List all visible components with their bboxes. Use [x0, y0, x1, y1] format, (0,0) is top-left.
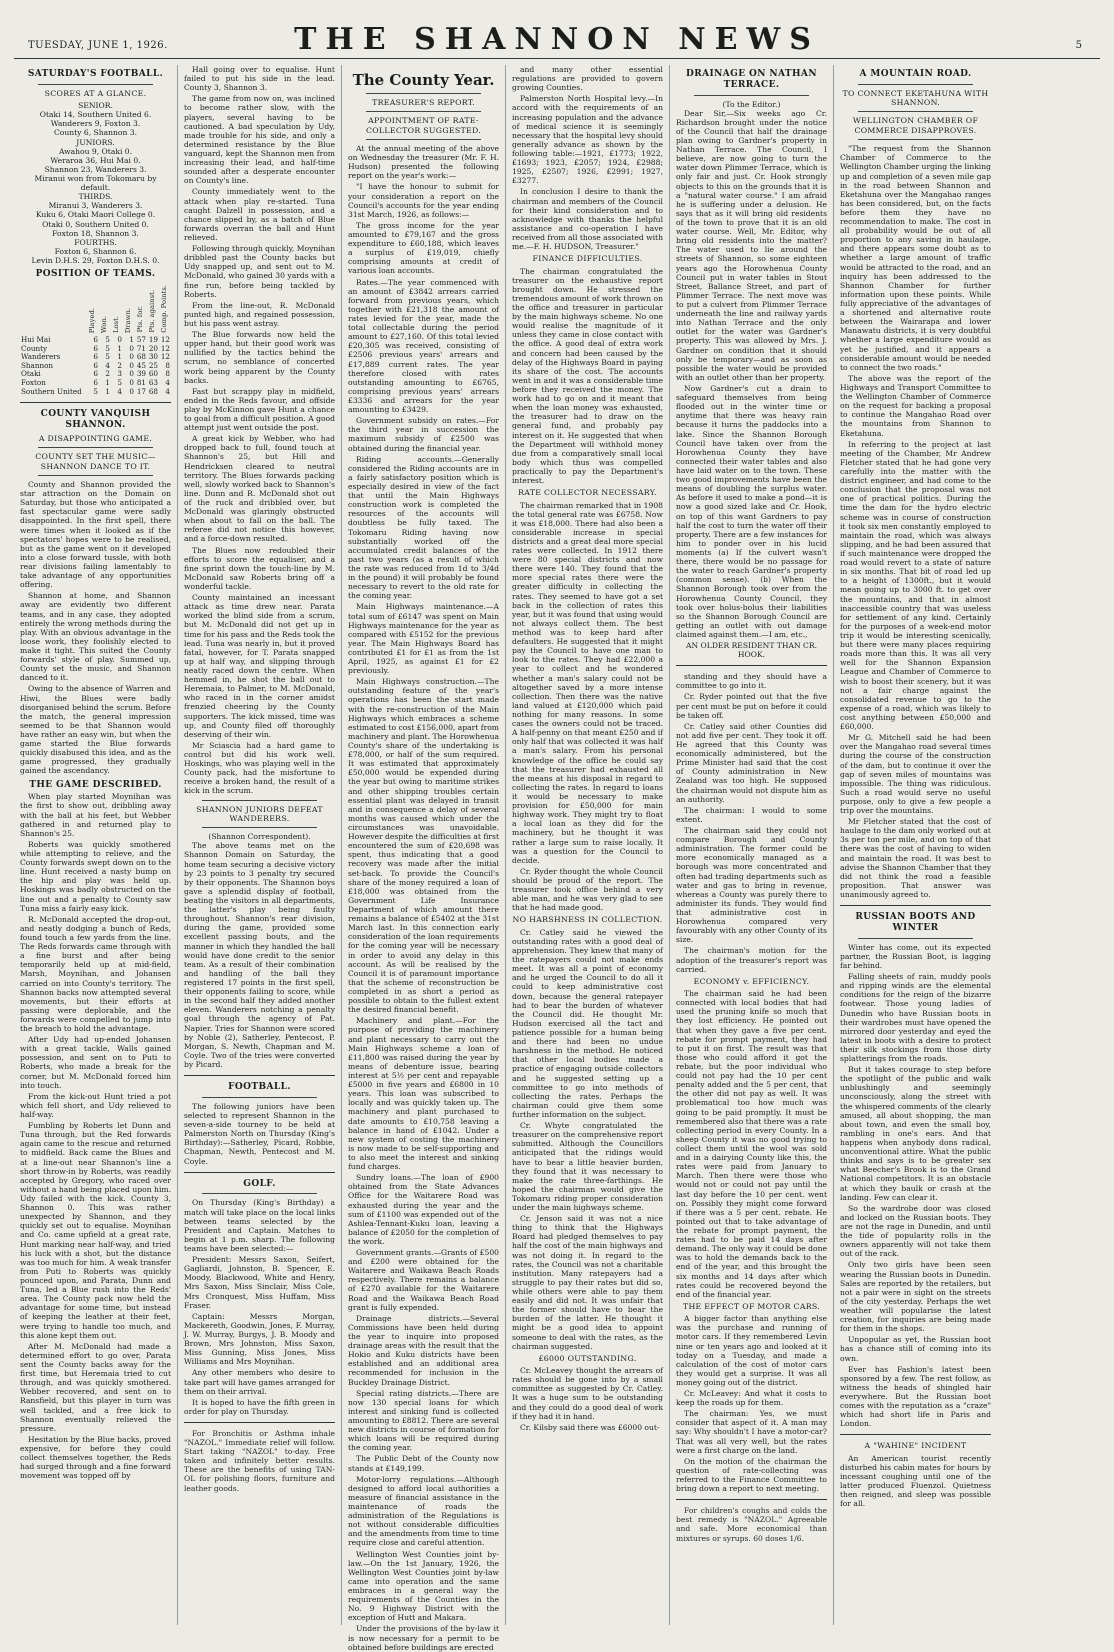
paragraph: and many other essential regulations are provided to govern growing Counties. [512, 65, 663, 93]
paragraph: "The request from the Shannon Chamber of Commerce to the Wellington Chamber urging the linking up and completion of a seven mile gap in the road between Shannon and Eketahuna over the Mangahao ranges has been considered, but, on the facts before them they have no recommendation to make. The cost in all probability would be out of all proportion to any saving in haulage, and there appears some doubt as to whether a large amount of traffic would be attracted to the road, and an inquiry has been addressed to the Shannon Chamber for further information upon these points. While fully appreciative of the advantages of a shortened and alternative route between the Wairarapa and lower Manawatu districts, it is very doubtful whether a large expenditure would as yet be justified, and it appears a considerable amount would be needed to connect the two roads." [840, 144, 991, 372]
stat-cell: 4 [105, 360, 110, 370]
paragraph: On the motion of the chairman the question of rate-collecting was referred to the Finance Committee to bring down a report to next meeting. [676, 1456, 827, 1494]
paragraph: Hall going over to equalise. Hunt failed to put his side in the lead. County 3, Shannon 3. [184, 65, 335, 93]
paragraph: Fumbling by Roberts let Dunn and Tuna through, but the Red forwards again came to the rescue and returned to midfield. Back came the Blues and at a line-out near Shannon's line a short throw-in by Roberts, was readily accepted by Gregory, who raced over without a hand being placed upon him. Udy failed with the kick. County 3, Shannon 0. This was rather unexpected by Shannon, and they quickly set out to equalise. Moynihan and Co. came upfield at a great rate, Hunt marking near half-way, and tried his luck with a shot, but the distance was too much for him. A weak transfer from Puti to Roberts was quickly pounced upon, and Parata, Dunn and Tuna, led a Blue rush into the Reds' area. The County pack now held the advantage for some time, but instead of keeping the leather at their feet, were trying to handle too much, and this alone kept them out. [20, 1121, 171, 1340]
paragraph: County and Shannon provided the star attraction on the Domain on Saturday, but those who anticipated a fast spectacular game were sadly disappointed. In the first spell, there were times when it looked as if the spectators' hopes were to be realised, but as the game went on it developed into a close forward tussle, with both rear divisions failing lamentably to take advantage of any opportunities offering. [20, 480, 171, 590]
paragraph: Cr. Catley said he viewed the outstanding rates with a good deal of apprehension. They knew that many of the ratepayers could not make ends meet. It was all a point of economy and he urged the Council to do all it could to keep administrative cost down, because the general ratepayer had to bear the burden of whatever the Council did. He thought Mr. Hudson exercised all the tact and patience possible for a human being and there had been no undue harshness in the method. He noticed that other local bodies made a practice of engaging outside collectors and he suggested setting up a committee to go into methods of collecting the rates. Perhaps the chairman could give them some further information on the subject. [512, 927, 663, 1119]
col-header: Won. [100, 315, 108, 333]
stat-cell: 5 [105, 352, 110, 362]
paragraph: Cr. Whyte congratulated the treasurer on the comprehensive report submitted. Although the Councillors anticipated that the ridings would have to bear a little heavier burden, they found that it was necessary to make the rate three-farthings. He hoped the chairman would give the Tokomaru riding proper consideration under the main highways scheme. [512, 1121, 663, 1213]
paragraph: Hesitation by the Blue backs, proved expensive, for before they could collect themselves together, the Reds had surged through and a fine forward movement was topped off by [20, 1434, 171, 1481]
motor-heading: THE EFFECT OF MOTOR CARS. [682, 1301, 821, 1311]
stat-cell: 0 [129, 360, 134, 370]
paragraph: Motor-lorry regulations.—Although designed to afford local authorities a measure of financial assistance in the maintenance of roads the administration of the Regulations is not without considerable difficulties and the amendments from time to time require close and careful attention. [348, 1474, 499, 1548]
stat-cell: 0 [129, 343, 134, 353]
paragraph: Unpopular as yet, the Russian boot has a chance still of coming into its own. [840, 1335, 991, 1363]
letter-signoff: AN OLDER RESIDENT THAN CR. HOOK. [686, 641, 817, 660]
stat-cell: 6 [93, 334, 98, 344]
stat-cell: 81 [136, 378, 146, 388]
outstanding-heading: £6000 OUTSTANDING. [538, 1353, 637, 1363]
stat-cell: 0 [117, 334, 122, 344]
team-name: Otaki [21, 369, 41, 379]
thirds-label: THIRDS. [78, 192, 113, 202]
paragraph: Mr Sciascia had a hard game to control but did his work well. Hoskings, who was playing well in the County pack, had the misfortune to receive a broken hand, the result of a kick in the scrum. [184, 740, 335, 796]
score-line: Foxton 18, Shannon 3. [52, 228, 139, 238]
stat-cell: 4 [165, 386, 170, 396]
stat-cell: 17 [136, 386, 146, 396]
paragraph: The following juniors have been selected to represent Shannon in the seven-a-side tourney to be held at Palmerston North on Thursday (King's Birthday):—Satherley, Picard, Robbie, Chapman, Newth, Pentecost and M. Coyle. [184, 1101, 335, 1166]
score-line: Miranui won from Tokomaru by default. [34, 174, 157, 193]
stat-cell: 1 [105, 378, 110, 388]
column-4 [505, 65, 663, 1625]
paragraph: It is hoped to have the fifth green in order for play on Thursday. [184, 1397, 335, 1416]
paragraph: Ever has Fashion's latest been sponsored by a few. The rest follow, as witness the heads of shingled hair everywhere. But the Russian boot comes with the reputation as a "craze" which had short life in Paris and London. [840, 1364, 991, 1429]
russian-boots-heading: RUSSIAN BOOTS AND WINTER [855, 912, 976, 933]
col-header: Comp. Points. [160, 285, 168, 333]
paragraph: Rates.—The year commenced with an amount of £3842 arrears carried forward from previous years, which together with £21,318 the amount of rates levied for the year, made the total collectable during the period amount to £27,160. Of this total levied £20,305 was received, consisting of £2506 previous years' arrears and £17,889 current rates. The year therefore closed with rates outstanding amounting to £6765, comprising previous years' arrears £3336 and arrears for the year amounting to £3429. [348, 277, 499, 415]
juniors-label: JUNIORS. [76, 137, 115, 147]
column-3 [341, 65, 499, 1652]
stat-cell: 20 [148, 343, 158, 353]
stat-cell: 5 [105, 334, 110, 344]
paragraph: In referring to the project at last meeting of the Chamber, Mr Andrew Fletcher stated that he had gone very carefully into the matter with the district engineer, and had come to the conclusion that the proposal was not one of practical politics. During the time the dam for the hydro electric scheme was in course of construction it took six men constantly employed to maintain the road, which was always slipping, and he had been assured that if such maintenance were dropped the road would revert to a state of nature in six months. That bit of road led up to a height of 1300ft., but it would mean going up to 3000 ft. to get over the mountains, and that in almost inaccessible country that was useless for settlement of any kind. Certainly for the purposes of a week-end motor trip it would be interesting scenically, but there were many places requiring roads more than this. It was all very well for the Shannon Expansion League and Chamber of Commerce to wish to boost their scenery, but it was not a fair charge against the consolidated revenue to go to the expense of a road, which was likely to cost anything between £50,000 and £60,000. [840, 439, 991, 732]
paragraph: The Blue forwards now held the upper hand, but their good work was nullified by the tactics behind the scrum, no semblance of concerted work being apparent by the County backs. [184, 330, 335, 385]
paragraph: The chairman: Yes, we must consider that aspect of it. A man may say: Why shouldn't I have a motor-car? That was all very well, but the rates were a first charge on the land. [676, 1409, 827, 1455]
team-name: Shannon [21, 360, 54, 370]
stat-cell: 0 [129, 369, 134, 379]
paragraph: President: Messrs Saxon, Seifert, Gagliardi, Johnston, B. Spencer, E. Moody, Blackwood, White and Henry, Mrs Saxon, Miss Sinclair, Miss Cole, Mrs Cronquest, Miss Huffam, Miss Fraser. [184, 1255, 335, 1310]
juniors-heading: SHANNON JUNIORS DEFEAT WANDERERS. [196, 804, 323, 823]
paragraph: Palmerston North Hospital levy.—In accord with the requirements of an increasing population and the advance of medical science it is seemingly necessary that the hospital levy should generally advance as shown by the following table:—1921, £1773; 1922, £1693; 1923, £2057; 1924, £2988; 1925, £2507; 1926, £2991; 1927, £3277. [512, 94, 663, 186]
stat-cell: 6 [93, 369, 98, 379]
story-sub1: A DISAPPOINTING GAME. [38, 433, 153, 443]
stat-cell: 12 [160, 352, 170, 362]
stat-cell: 5 [105, 343, 110, 353]
columns [14, 65, 1100, 1652]
paragraph: Machinery and plant.—For the purpose of providing the machinery and plant necessary to carry out the Main Highways scheme a loan of £11,800 was raised during the year by means of debenture issue, bearing interest at 5½ per cent and repayable £5000 in five years and £6800 in 10 years. This loan was subscribed to locally and was quickly taken up. The machinery and plant purchased to date amounts to £10,758 leaving a balance in hand of £1042. Under a new system of costing the machinery is now made to be self-supporting and to also meet the interest and sinking fund charges. [348, 1016, 499, 1172]
paragraph: The Public Debt of the County now stands at £149,199. [348, 1454, 499, 1473]
score-line: Kuku 6, Otaki Maori College 0. [35, 210, 156, 220]
paragraph: In conclusion I desire to thank the chairman and members of the Council for their kind consideration and to acknowledge with thanks the helpful assistance and co-operation I have received from all those associated with me.—F. H. HUDSON, Treasurer." [512, 187, 663, 252]
stat-cell: 6 [93, 360, 98, 370]
paragraph: Owing to the absence of Warren and Hiwi, the Blues were badly disorganised behind the scrum. Before the match, the general impression seemed to be that Shannon would have rather an easy win, but when the game started the Blue forwards quickly disabused this idea, and as the game progressed, they gradually gained the ascendancy. [20, 684, 171, 776]
stat-cell: 12 [160, 334, 170, 344]
score-line: Wanderers 9, Foxton 3. [50, 119, 141, 129]
paragraph: But it takes courage to step before the spotlight of the public and walk unblushingly and seemingly unconsciously, along the street with the whispered comments of the clearly amused, all about shopping, the man about town, and even the small boy, rambling in one's ears. And that happens when anybody dons radical, unconventional attire. What the public thinks and says is to be greater sex what Beecher's Brook is to the Grand National competitors. It is an obstacle at which they baulk or crash at the landing. Few can clear it. [840, 1065, 991, 1202]
column-2 [177, 65, 335, 1625]
paragraph: Mr G. Mitchell said he had been over the Mangahao road several times during the course of the construction of the dam, but to continue it over the gap of seven miles of mountains was impossible. The thing was ridiculous. Such a road would serve no useful purpose, only to give a few people a trip over the mountains. [840, 733, 991, 816]
stat-cell: 5 [93, 386, 98, 396]
paragraph: The chairman said they could not compare Borough and County administration. The former could be more economically managed as a borough was more concentrated and often had trading departments such as water and gas to bring in revenue, whereas a County was purely there to administer its funds. They would find that administrative cost in Horowhenua compared very favourably with any other County of its size. [676, 826, 827, 945]
paragraph: Wellington West Counties joint by-law.—On the 1st January, 1926, the Wellington West Counties joint by-law came into operation and the same embraces in a general way the requirements of the Counties in the No. 9 Highway District with the exception of Hutt and Makara. [348, 1549, 499, 1623]
paragraph: Cr. Kilsby said there was £6000 out- [520, 1422, 660, 1432]
rate-collector-heading: RATE COLLECTOR NECESSARY. [518, 488, 657, 498]
stat-cell: 8 [165, 369, 170, 379]
stat-cell: 0 [129, 386, 134, 396]
stat-cell: 71 [136, 343, 146, 353]
team-name: Wanderers [21, 352, 61, 362]
drainage-heading: DRAINAGE ON NATHAN TERRACE. [686, 69, 817, 90]
paragraph: At the annual meeting of the above on Wednesday the treasurer (Mr. F. H. Hudson) presented the following report on the year's work:— [348, 144, 499, 181]
stat-cell: 4 [165, 378, 170, 388]
paragraph: Roberts was quickly smothered while attempting to relieve, and the County forwards swept down on to the line. Hunt received a nasty bump on the hip and play was held up. Hoskings was badly obstructed on the line out and a penalty to County saw Tuna miss a fairly easy kick. [20, 839, 171, 913]
mountain-road-heading: A MOUNTAIN ROAD. [859, 69, 972, 79]
paragraph: Sundry loans.—The loan of £900 obtained from the State Advances Office for the Waitarere Road was exhausted during the year and the sum of £1100 was expended out of the Ashlea-Tennant-Kuku loan, leaving a balance of £2050 for the completion of the work. [348, 1173, 499, 1246]
position-row [20, 388, 171, 397]
stat-cell: 4 [117, 386, 122, 396]
score-line: Otaki 0, Southern United 0. [42, 219, 149, 229]
paragraph: From the line-out, R. McDonald punted high, and regained possession, but his pass went astray. [184, 300, 335, 328]
paragraph: The chairman said he had been connected with local bodies that had used the pruning knife so much that they lost efficiency. He pointed out that when they gave a five per cent. rebate for prompt payment, they had to put it on first. The result was that those who could afford it got the rebate, but the poor individual who could not pay had the 10 per cent penalty added and the 5 per cent, that the other did not pay as well. It was problematical too how much was going to be paid promptly. It must be remembered also that there was a rate collecting period in every County. In a sheep County it was no good trying to collect them until the wool was sold and in a dairying County like this, the rates were paid from January to March. Then there were those who would not or could not pay until the last day before the 10 per cent. went on. Possibly they might come forward if there was a 5 per cent. rebate. He pointed out that to take advantage of the rebate for prompt payment, the rates had to be paid 14 days after demand. The only way it could be done was to hold the demands back to the end of the year, and this brought the six months and 14 days after which rates could be recovered beyond the end of the financial year. [676, 989, 827, 1299]
paragraph: The chairman congratulated the treasurer on the exhaustive report brought down. He stressed the tremendous amount of work thrown on the office and treasurer in particular by the main highways scheme. No one would realise the magnitude of it unless they came in close contact with the office. A good deal of extra work and concern had been caused by the delay of the Highways Board in paying its share of the cost. The accounts went in and it was a considerable time before they received the money. The work had to go on and it meant that when the loan money was exhausted, the treasurer had to draw on the general fund, and probably pay interest on it. He suggested that when the Department will withhold money due from a comparatively small local body which thus was compelled practically to pay the Department's interest. [512, 266, 663, 486]
fourths-label: FOURTHS. [74, 237, 117, 247]
paragraph: Cr. Catley said other Counties did not add five per cent. They took it off. He agreed that this County was economically administered, but the Prime Minister had said that the cost of County administration in New Zealand was too high. He supposed the chairman would not dispute him as an authority. [676, 721, 827, 804]
stat-cell: 2 [117, 360, 122, 370]
treasurer-subheading: TREASURER'S REPORT. [372, 98, 475, 107]
stat-cell: 2 [105, 369, 110, 379]
paragraph: A great kick by Webber, who had dropped back to full, found touch at Shannon's 25, but Hill and Hendricksen cleared to neutral territory. The Blues forwards packing well, slowly worked back to Shannon's line. Dunn and R. McDonald shot out of the ruck and dribbled over, but McDonald was glaringly obstructed when about to fall on the ball. The referee did not notice this however, and a force-down resulted. [184, 434, 335, 544]
paragraph: The above was the report of the Highways and Transport Committee to the Wellington Chamber of Commerce on the request for backing a proposal to continue the Mangahao Road over the mountains from Shannon to Eketahuna. [840, 373, 991, 438]
mountain-road-sub2: WELLINGTON CHAMBER OF COMMERCE DISAPPROVES. [852, 116, 979, 135]
col-header: Lost. [112, 315, 120, 333]
position-table-body [20, 336, 171, 396]
paragraph: A bigger factor than anything else was the purchase and running of motor cars. If they remembered Levin nine or ten years ago and looked at it today on a Tuesday, and made a calculation of the cost of motor cars they would get a surprise. It was all money going out of the district. [676, 1314, 827, 1387]
score-line: Miranui 3, Wanderers 3. [48, 201, 143, 211]
position-table [20, 282, 171, 396]
paragraph: An American tourist recently disturbed his cabin mates for hours by incessant coughing until one of the latter produced Fluenzol. Quietness then reigned, and sleep was possible for all. [840, 1453, 991, 1509]
stat-cell: 68 [136, 352, 146, 362]
issue-date: TUESDAY, JUNE 1, 1926. [28, 40, 168, 51]
column-6 [833, 65, 991, 1625]
col-header: Pts. against. [148, 290, 156, 333]
paragraph: standing and they should have a committee to go into it. [676, 672, 827, 691]
rate-collector-subheading: APPOINTMENT OF RATE-COLLECTOR SUGGESTED. [365, 116, 482, 135]
correspondent: (Shannon Correspondent). [208, 832, 311, 842]
paragraph: County immediately went to the attack when play re-started. Tuna caught Dalzell in possession, and a chance slipped by, as a batch of Blue forwards overran the ball and Hunt relieved. [184, 187, 335, 242]
col-header: Played. [88, 307, 96, 333]
paragraph: The gross income for the year amounted to £79,167 and the gross expenditure to £60,188, which leaves a surplus of £19,019, chiefly comprising amounts at credit of various loan accounts. [348, 220, 499, 276]
score-line: Otaki 14, Southern United 6. [39, 110, 152, 120]
stat-cell: 68 [148, 386, 158, 396]
stat-cell: 1 [117, 343, 122, 353]
paragraph: Following through quickly, Moynihan dribbled past the County backs but Udy snapped up, and sent out to M. McDonald, who gained 30 yards with a fine run, before being tackled by Roberts. [184, 244, 335, 299]
stat-cell: 8 [165, 360, 170, 370]
score-line: Awahou 9, Otaki 0. [58, 146, 133, 156]
score-line: Foxton 6, Shannon 6. [54, 246, 137, 256]
game-heading: THE GAME DESCRIBED. [29, 779, 162, 790]
economy-heading: ECONOMY v. EFFICIENCY. [693, 976, 810, 986]
paragraph: Now Gardner's cut a drain to safeguard themselves from being flooded out in the winter time or anytime that there was heavy rain because it turns the paddocks into a lake. Since the Shannon Borough Council have taken over from the Horowhenua County they have connected their water tables and also have laid water on to the town. These two good improvements have been the means of doubling the surplus water. As before it used to make a pond—it is now a good sized lake and Cr. Hook, on top of this want Gardners to pay half the cost to turn the water off their property. There are a few instances for him to ponder over in his lucid moments (a) If the culvert wasn't there, there would be no passage for the water to reach Gardner's property (common sense). (b) When the Shannon Borough took over from the Horowhenua County Council, they took over holus-bolus their liabilities so the Shannon Borough Council are getting an outlet with out damage claimed against them.—I am, etc., [676, 383, 827, 639]
paragraph: The chairman: I would to some extent. [676, 805, 827, 824]
paragraph: Mr Fletcher stated that the cost of haulage to the dam only worked out at 3s per ton per mile, and on top of that there was the cost of having to widen and maintain the road. It was best to advise the Shannon Chamber that they did not think the road a feasible proposition. That answer was unanimously agreed to. [840, 817, 991, 900]
position-table-header [20, 282, 171, 336]
county-year-heading: The County Year. [352, 71, 495, 89]
stat-cell: 3 [117, 369, 122, 379]
harshness-heading: NO HARSHNESS IN COLLECTION. [512, 915, 663, 925]
stat-cell: 0 [129, 352, 134, 362]
stat-cell: 25 [148, 360, 158, 370]
team-name: Foxton [21, 378, 46, 388]
stat-cell: 60 [148, 369, 158, 379]
stat-cell: 5 [117, 378, 122, 388]
stat-cell: 45 [136, 360, 146, 370]
team-name: County [21, 343, 48, 353]
score-line: Weraroa 36, Hui Mai 0. [50, 155, 141, 165]
page-number: 5 [1075, 40, 1082, 51]
paragraph: After M. McDonald had made a determined effort to go over, Parata sent the County backs away for the first time, but Heremaia tried to cut through, and was quickly smothered. Webber recovered, and sent on to Ransfield, but this player in turn was well tackled, and a free kick to Shannon eventually relieved the pressure. [20, 1341, 171, 1433]
paragraph: "I have the honour to submit for your consideration a report on the Council's accounts for the year ending 31st March, 1926, as follows:— [348, 182, 499, 219]
stat-cell: 1 [105, 386, 110, 396]
score-line: Shannon 23, Wanderers 3. [44, 164, 147, 174]
team-name: Southern United [21, 386, 82, 396]
paragraph: Cr. McLeavey: And what it costs to keep the roads up for them. [676, 1389, 827, 1408]
golf-heading: GOLF. [243, 1178, 276, 1189]
col-header: Drawn. [124, 307, 132, 333]
finance-heading: FINANCE DIFFICULTIES. [532, 254, 643, 264]
scores-subheading: SCORES AT A GLANCE. [44, 88, 147, 98]
paragraph: Government subsidy on rates.—For the third year in succession the maximum subsidy of £2500 was obtained during the financial year. [348, 416, 499, 453]
stat-cell: 1 [117, 352, 122, 362]
paragraph: Main Highways maintenance.—A total sum of £6147 was spent on Main Highways maintenance for the year as compared with £5152 for the previous year. The Main Highways Board has contributed £1 for £1 as from the 1st April, 1925, as against £1 for £2 previously. [348, 602, 499, 676]
stat-cell: 6 [93, 378, 98, 388]
stat-cell: 6 [93, 343, 98, 353]
paragraph: Government grants.—Grants of £500 and £200 were obtained for the Waitarere and Waikawa Beach Roads respectively. There remains a balance of £270 available for the Waitarere Road and the Waikawa Beach Road grant is fully expended. [348, 1248, 499, 1312]
stat-cell: 1 [129, 334, 134, 344]
wahine-heading: A "WAHINE" INCIDENT [864, 1441, 967, 1451]
scores-list [20, 101, 171, 265]
score-line: County 6, Shannon 3. [53, 128, 138, 138]
paragraph: Main Highways construction.—The outstanding feature of the year's operations has been the start made with the re-construction of the Main Highways which embraces a scheme estimated to cost £156,000, apart from machinery and plant. The Horowhenua County's share of the undertaking is £78,000, or half of the sum required. It was estimated that approximately £50,000 would be expended during the year but owing to maritime strikes and other shipping troubles certain essential plant was delayed in transit and in consequence a delay of several months was caused which under the circumstances was unavoidable. However despite the difficulties at first encountered the sum of £20,698 was spent, thus indicating that a good recovery was made after the initial set-back. To provide the Council's share of the money required a loan of £18,000 was obtained from the Government Life Insurance Department of which amount there remains a balance of £5402 at the 31st March last. In this connection early consideration of the loan requirements for the coming year will be necessary in order to avoid any delay in this account. As will be realised by the Council it is of paramount importance that the scheme of reconstruction be completed in as short a period as possible to obtain to the fullest extent the desired financial benefit. [348, 677, 499, 1015]
position-heading: POSITION OF TEAMS. [35, 269, 156, 280]
football-section-heading: FOOTBALL. [228, 1082, 291, 1093]
advertisement: For Bronchitis or Asthma inhale "NAZOL." Immediate relief will follow. Start taking "NAZOL" to-day. Free taken and infinitely better results. These are the benefits of using TAN-OL for polishing floors, furniture and leather goods. [184, 1428, 335, 1493]
paragraph: The game from now on, was inclined to become rather slow, with the players, several having to be cautioned. A bad speculation by Udy, made trouble for his side, and only a determined resistance by the Blue vanguard, kept the Shannon men from increasing their lead, and half-time sounded after a desperate encounter on County's line. [184, 94, 335, 186]
paragraph: The Blues now redoubled their efforts to score the equaliser, and a fine sprint down the touch-line by M. McDonald saw Roberts bring off a wonderful tackle. [184, 545, 335, 592]
paragraph: Winter has come, out its expected partner, the Russian Boot, is lagging far behind. [840, 942, 991, 970]
paragraph: County maintained an incessant attack as time drew near. Parata worked the blind side from a scrum, but M. McDonald did not get up in time for his pass and the Reds took the lead. Tuna was nearly in, but it proved fatal, however, for T. Parata snapped up at half way, and slipping through neatly raced down the centre. When hemmed in, he shot the ball out to Heremaia, to Palmer, to M. McDonald, who raced in in the corner amidst frenzied cheering by the County supporters. The kick missed, time was up, and County filed off thoroughly deserving of their win. [184, 593, 335, 739]
stat-cell: 6 [93, 352, 98, 362]
paragraph: Special rating districts.—There are now 130 special loans for which interest and sinking fund is collected amounting to £8812. There are several new districts in course of formation for which loans will be required during the coming year. [348, 1388, 499, 1453]
column-5 [669, 65, 827, 1625]
paragraph: On Thursday (King's Birthday) a match will take place on the local links between teams selected by the President and Captain. Matches to begin at 1 p.m. sharp. The following teams have been selected:— [184, 1198, 335, 1253]
paragraph: Only two girls have been seen wearing the Russian boots in Dunedin. Sales are reported by the retailers, but not a pair were in sight on the streets of the city yesterday. Perhaps the wet weather will popularise the latest creation, for inquiries are being made for them in the shops. [840, 1260, 991, 1334]
to-editor: (To the Editor.) [722, 99, 781, 109]
paragraph: So the wardrobe door was closed and locked on the Russian boots. They are not the rage in Dunedin, and until the tide of popularity rolls in the owners apparently will not take them out of the rack. [840, 1203, 991, 1259]
paragraph: After Udy had up-ended Johansen with a great tackle, Walls gained possession, and sent on to Puti to Roberts, who made a break for the corner, but M. McDonald forced him into touch. [20, 1035, 171, 1090]
paragraph: Falling sheets of rain, muddy pools and ripping winds are the elemental conditions for the reign of the bizarre footwear. Those young ladies of Dunedin who have Russian boots in their wardrobes must have opened the mirrored door yesterday and eyed the latest in boots with a desire to protect their silk stockings from those dirty splatterings from the roads. [840, 972, 991, 1064]
paragraph: When play started Moynihan was the first to show out, dribbling away with the ball at his feet, but Webber gathered in and returned play to Shannon's 25. [20, 792, 171, 838]
stat-cell: 19 [148, 334, 158, 344]
story-sub2: COUNTY SET THE MUSIC—SHANNON DANCE TO IT. [35, 452, 156, 471]
paragraph: Any other members who desire to take part will have games arranged for them on their arrival. [184, 1368, 335, 1396]
stat-cell: 0 [129, 378, 134, 388]
story-heading: COUNTY VANQUISH SHANNON. [40, 409, 151, 431]
senior-label: SENIOR. [78, 101, 113, 111]
stat-cell: 12 [160, 343, 170, 353]
paragraph: Riding accounts.—Generally considered the Riding accounts are in a fairly satisfactory position which is especially desired in view of the fact that until the Main Highways construction work is completed the resources of the accounts will doubtless be fully taxed. The Tokomaru Riding having now substantially worked off the accumulated credit balances of the past two years (as a result of which the rate was reduced from 1d to 3/4d in the pound) it will probably be found necessary to revert to the old rate for the coming year. [348, 454, 499, 601]
mountain-road-sub1: TO CONNECT EKETAHUNA WITH SHANNON. [842, 88, 989, 108]
paragraph: Cr. Ryder thought the whole Council should be proud of the report. The treasurer took office behind a very able man, and he was very glad to see that he had made good. [512, 866, 663, 913]
column-1 [20, 65, 171, 1625]
advertisement: For children's coughs and colds the best remedy is "NAZOL." Agreeable and safe. More economical than mixtures or syrups. 60 doses 1/6. [676, 1506, 827, 1543]
paragraph: Cr. McLeavey thought the arrears of rates should be gone into by a small committee as suggested by Cr. Catley. It was a huge sum to be outstanding and they could do a good deal of work if they had it in hand. [512, 1366, 663, 1421]
paragraph: Drainage districts.—Several Commissions have been held during the year to inquire into proposed drainage areas with the result that the Hokio and Kuku districts have been established and an additional area recommended for inclusion in the Buckley Drainage District. [348, 1313, 499, 1387]
stat-cell: 63 [148, 378, 158, 388]
paragraph: Captain: Messrs Morgan, Mackereth, Goodwin, Jones, F. Murray, J. W. Murray, Burgys, J. B. Moody and Brown, Mrs Johnston, Miss Saxon, Miss Gunning, Miss Jones, Miss Williams and Mrs Moynihan. [184, 1311, 335, 1367]
paragraph: Dear Sir,—Six weeks ago Cr. Richardson brought under the notice of the Council that half the drainage plan owing to Gardner's property in Nathan Terrace. The Council, I believe, are now going to turn the water down Plimmer Terrace, which is only fair and just. Cr. Hook strongly objects to this on the grounds that it is a "natural water course." I am afraid he is suffering under a delusion. He says that as it will bring old residents of the town to prove that it is an old water course. Well, Mr. Editor, why bring old residents into the matter? The water used to lie around the streets of Shannon, so some eighteen years ago the Horowhenua County Council put in water tables in Stout Street, Ballance Street, and part of Plimmer Terrace. The next move was to put a culvert from Plimmer Terrace underneath the line and railway yards into Nathan Terrace and the only outlet for the water was Gardner's property. This was allowed by Mrs. J. Gardner on condition that it should only be temporary—and as soon as possible the water would be provided with an outlet other than her property. [676, 108, 827, 382]
masthead [14, 22, 1100, 59]
stat-cell: 57 [136, 334, 146, 344]
paragraph: Under the provisions of the by-law it is now necessary for a permit to be obtained before buildings are erected [348, 1624, 499, 1652]
paragraph: R. McDonald accepted the drop-out, and neatly dodging a bunch of Reds, found touch a few yards from the line. The Reds forwards came through with a fine burst and after being temporarily held up at mid-field, Marsh, Moynihan, and Johansen carried on into County's territory. The Shannon backs now attempted several movements, but their efforts at passing were deplorable, and the forwards were compelled to jump into the breach to hold the advantage. [20, 914, 171, 1034]
paragraph: Cr. Jenson said it was not a nice thing to think that the Highways Board had pledged themselves to pay half the cost of the main highways and was not doing it. In regard to the rates, the Council was not a charitable institution. Many ratepayers had a struggle to pay their rates but did so, while others were able to pay them easily and did not. It was unfair that the former should have to bear the burden of the latter. He thought it might be a good idea to appoint someone to deal with the rates, as the chairman suggested. [512, 1214, 663, 1351]
paragraph: Shannon at home, and Shannon away are evidently two different teams, and in any case, they adopted entirely the wrong methods during the play. With an obvious advantage in the loose work, they foolishly elected to make it tight. This suited the County forwards' style of play. Summed up, County set the music, and Shannon danced to it. [20, 591, 171, 683]
stat-cell: 39 [136, 369, 146, 379]
newspaper-title: THE SHANNON NEWS [294, 22, 820, 57]
paragraph: The above teams met on the Shannon Domain on Saturday, the home team securing a decisive victory by 23 points to 3 penalty try secured by their opponents. The Shannon boys gave a splendid display of football, beating the visitors in all departments, the latter's play being faulty throughout. Shannon's rear division, during the game, provided some excellent passing bouts, and the manner in which they handled the ball would have done credit to the senior team. As a result of their combination and handling of the ball they registered 17 points in the first spell, their opponents failing to score, while in the second half they added another eleven. Wanderers notching a penalty goal through the agency of Pat. Napier. Tries for Shannon were scored by Noble (2), Satherley, Pentecost, P. Morgan, S. Newth, Chapman and M. Coyle. Two of the tries were converted by Picard. [184, 841, 335, 1069]
football-heading: SATURDAY'S FOOTBALL. [27, 69, 164, 79]
score-line: Levin D.H.S. 29, Foxton D.H.S. 0. [31, 256, 160, 265]
team-name: Hui Mai [21, 334, 51, 344]
paragraph: The chairman's motion for the adoption of the treasurer's report was carried. [676, 946, 827, 974]
paragraph: Fast but scrappy play in midfield, ended in the Reds favour, and offside play by McKinnon gave Hunt a chance to goal from a difficult position. A good attempt just went outside the post. [184, 386, 335, 433]
col-header: Pts. for. [136, 306, 144, 333]
stat-cell: 30 [148, 352, 158, 362]
paragraph: The chairman remarked that in 1908 the total general rate was £6758. Now it was £18,000. There had also been a considerable increase in special districts and a great deal more special rates were collected. In 1912 there were 80 special districts and now there were 140. They found that the more special rates there were the greater difficulty in collecting the rates. They seemed to have got a set back in the collection of rates this year, but it was found that using would not always collect them. The best method was to keep hard after defaulters. He suggested that it might pay the Council to have one man to look to the rates. They had £22,000 a year to collect and he wondered whether a man's salary could not be altogether saved by a more intense collection. Then there was the native land valued at £120,000 which paid nothing for many reasons. In some cases the owners could not be traced. A half-penny on that meant £250 and if only half that was collected it was half a man's salary. From his personal knowledge of the office he could say that the treasurer had exhausted all the means at his disposal in regard to collecting the rates. In regard to loans it would be necessary to make provision for £50,000 for main highway work. They might try to float a local loan as they did for the machinery, but he thought it was rather a large sum to raise locally. It was a question for the Council to decide. [512, 500, 663, 865]
paragraph: From the kick-out Hunt tried a pot which fell short, and Udy relieved to half-way. [20, 1091, 171, 1120]
paragraph: Cr. Ryder pointed out that the five per cent must be put on before it could be taken off. [676, 692, 827, 720]
